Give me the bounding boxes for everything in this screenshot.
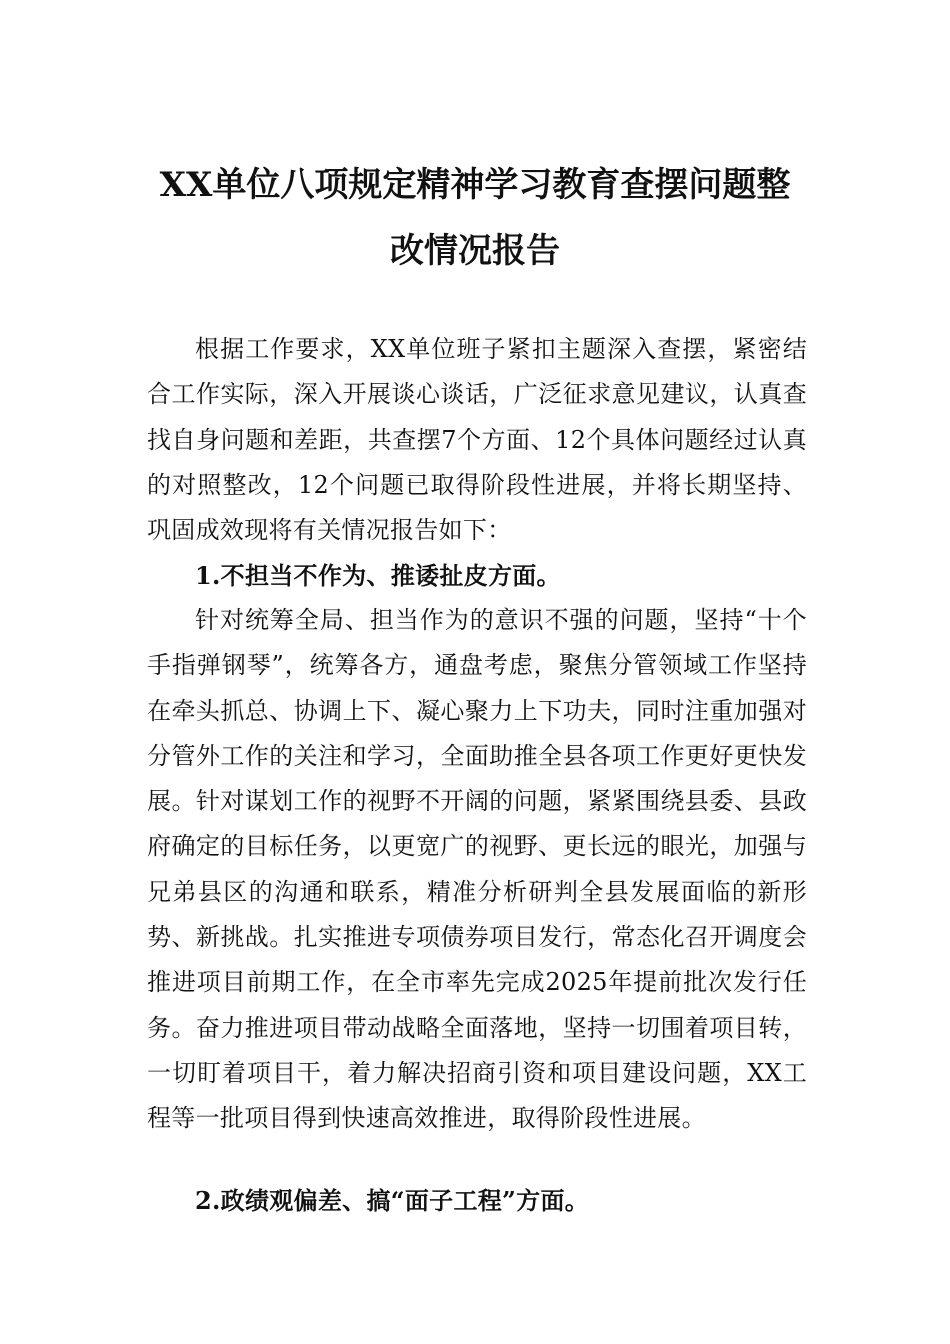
intro-paragraph: 根据工作要求，XX单位班子紧扣主题深入查摆，紧密结合工作实际，深入开展谈心谈话，广泛征求意见建议，认真查找自身问题和差距，共查摆7个方面、12个具体问题经过认真的对照整改，12个问题已取得阶段性进展，并将长期坚持、巩固成效现将有关情况报告如下： <box>147 335 807 545</box>
section-1-heading: 1.不担当不作为、推诿扯皮方面。 <box>195 561 561 590</box>
document-title-line-2: 改情况报告 <box>390 231 560 271</box>
section-1-paragraph: 针对统筹全局、担当作为的意识不强的问题，坚持“十个手指弹钢琴”，统筹各方，通盘考虑，聚焦分管领域工作坚持在牵头抓总、协调上下、凝心聚力上下功夫，同时注重加强对分管外工作的关注和学习，全面助推全县各项工作更好更快发展。针对谋划工作的视野不开阔的问题，紧紧围绕县委、县政府确定的目标任务，以更宽广的视野、更长远的眼光，加强与兄弟县区的沟通和联系，精准分析研判全县发展面临的新形势、新挑战。扎实推进专项债券项目发行，常态化召开调度会推进项目前期工作，在全市率先完成2025年提前批次发行任务。奋力推进项目带动战略全面落地，坚持一切围着项目转，一切盯着项目干，着力解决招商引资和项目建设问题，XX工程等一批项目得到快速高效推进，取得阶段性进展。 <box>147 606 807 1133</box>
document-title-line-1: XX单位八项规定精神学习教育查摆问题整 <box>159 165 791 205</box>
section-2-heading: 2.政绩观偏差、搞“面子工程”方面。 <box>195 1186 590 1215</box>
